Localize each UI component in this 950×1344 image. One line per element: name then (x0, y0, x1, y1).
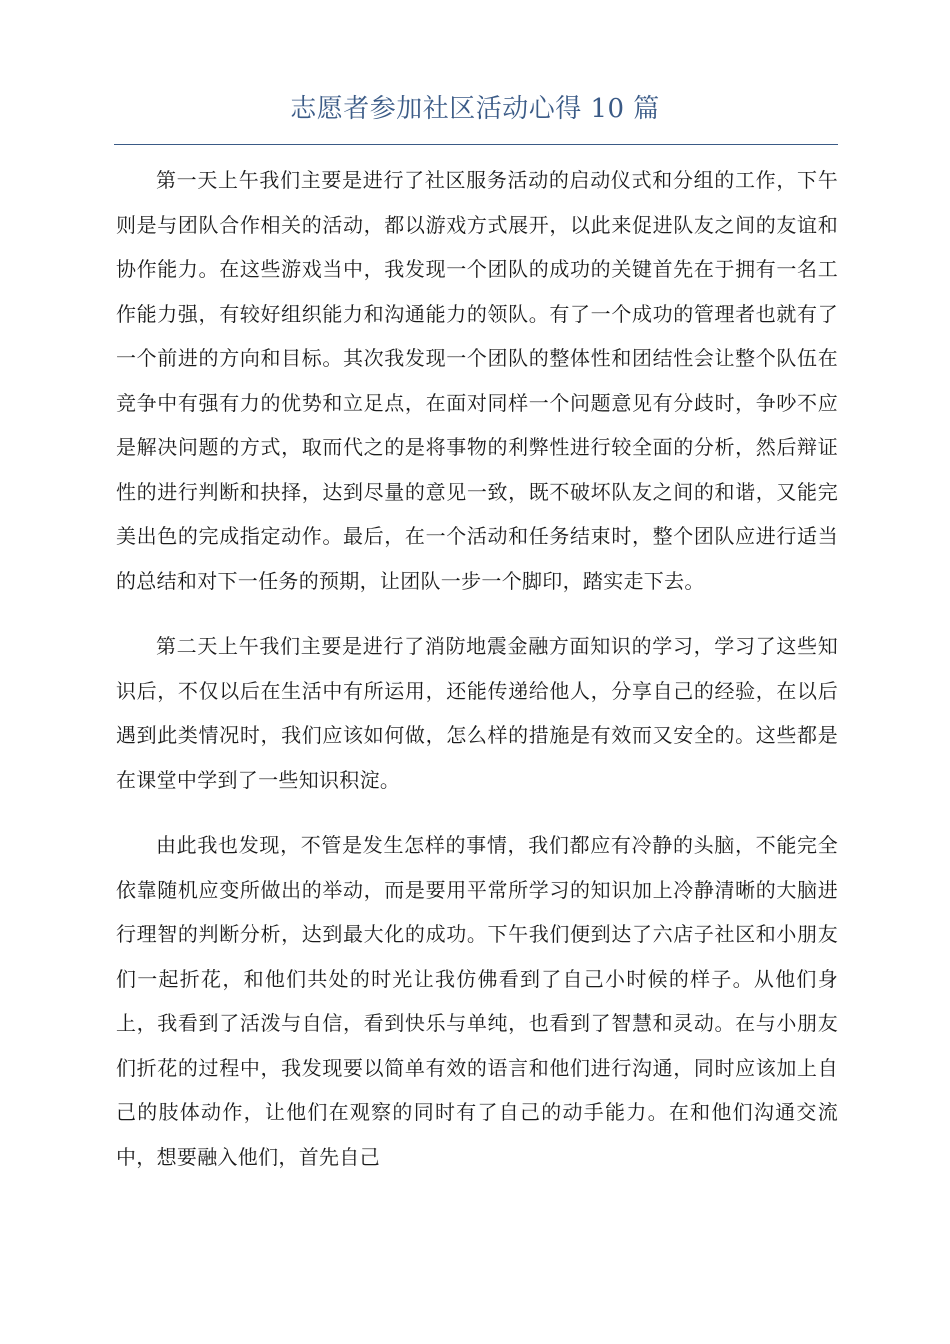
document-body (116, 158, 838, 1200)
title-divider (114, 144, 838, 145)
paragraph-3: 由此我也发现，不管是发生怎样的事情，我们都应有冷静的头脑，不能完全依靠随机应变所做出的举动，而是要用平常所学习的知识加上冷静清晰的大脑进行理智的判断分析，达到最大化的成功。下午我们便到达了六店子社区和小朋友们一起折花，和他们共处的时光让我仿佛看到了自己小时候的样子。从他们身上，我看到了活泼与自信，看到快乐与单纯，也看到了智慧和灵动。在与小朋友们折花的过程中，我发现要以简单有效的语言和他们进行沟通，同时应该加上自己的肢体动作，让他们在观察的同时有了自己的动手能力。在和他们沟通交流中，想要融入他们，首先自己 (116, 833, 838, 1169)
document-title: 志愿者参加社区活动心得 10 篇 (290, 94, 660, 124)
paragraph-2: 第二天上午我们主要是进行了消防地震金融方面知识的学习，学习了这些知识后，不仅以后在生活中有所运用，还能传递给他人，分享自己的经验，在以后遇到此类情况时，我们应该如何做，怎么样的措施是有效而又安全的。这些都是在课堂中学到了一些知识积淀。 (116, 634, 838, 792)
paragraph-1: 第一天上午我们主要是进行了社区服务活动的启动仪式和分组的工作，下午则是与团队合作相关的活动，都以游戏方式展开，以此来促进队友之间的友谊和协作能力。在这些游戏当中，我发现一个团队的成功的关键首先在于拥有一名工作能力强，有较好组织能力和沟通能力的领队。有了一个成功的管理者也就有了一个前进的方向和目标。其次我发现一个团队的整体性和团结性会让整个队伍在竞争中有强有力的优势和立足点，在面对同样一个问题意见有分歧时，争吵不应是解决问题的方式，取而代之的是将事物的利弊性进行较全面的分析，然后辩证性的进行判断和抉择，达到尽量的意见一致，既不破坏队友之间的和谐，又能完美出色的完成指定动作。最后，在一个活动和任务结束时，整个团队应进行适当的总结和对下一任务的预期，让团队一步一个脚印，踏实走下去。 (116, 168, 838, 593)
